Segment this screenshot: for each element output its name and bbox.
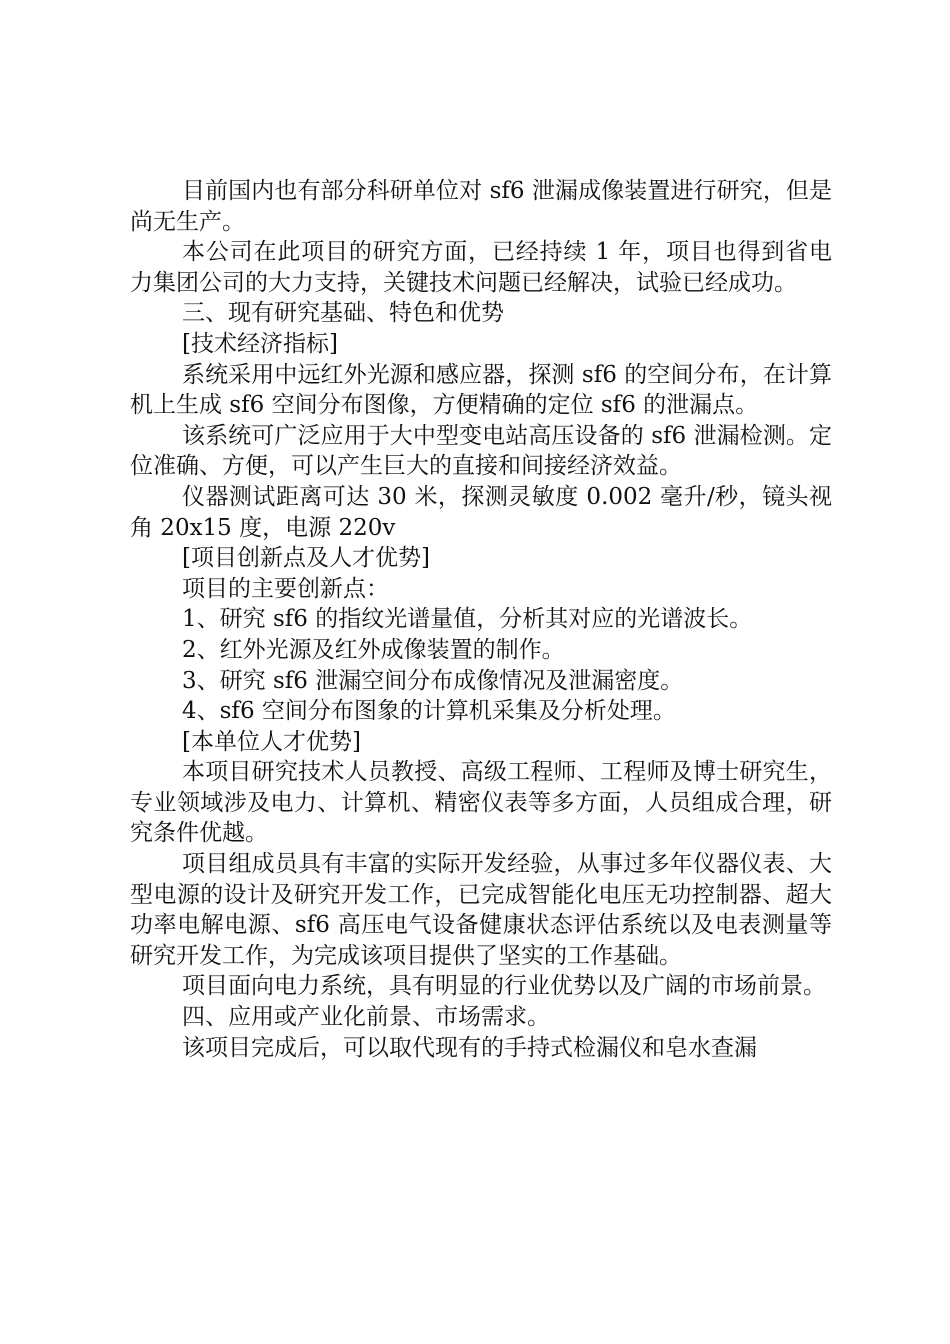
list-item-innovation-2: 2、红外光源及红外成像装置的制作。 [182, 636, 565, 663]
paragraph-system-description: 系统采用中远红外光源和感应器，探测 sf6 的空间分布，在计算机上生成 sf6 空间分布图像，方便精确的定位 sf6 的泄漏点。 [130, 361, 832, 419]
paragraph-innovation-intro: 项目的主要创新点： [182, 575, 389, 602]
section-heading-3: 三、现有研究基础、特色和优势 [182, 300, 504, 327]
list-item-innovation-4: 4、sf6 空间分布图象的计算机采集及分析处理。 [182, 698, 676, 725]
list-item-innovation-3: 3、研究 sf6 泄漏空间分布成像情况及泄漏密度。 [182, 667, 684, 694]
paragraph-team-experience: 项目组成员具有丰富的实际开发经验，从事过多年仪器仪表、大型电源的设计及研究开发工作，已完成智能化电压无功控制器、超大功率电解电源、sf6 高压电气设备健康状态评估系统以及电表测量等研究开发工作，为完成该项目提供了坚实的工作基础。 [130, 851, 832, 969]
paragraph-market-outlook: 项目面向电力系统，具有明显的行业优势以及广阔的市场前景。 [182, 973, 826, 1000]
paragraph-applications: 该系统可广泛应用于大中型变电站高压设备的 sf6 泄漏检测。定位准确、方便，可以产生巨大的直接和间接经济效益。 [130, 422, 832, 480]
paragraph-replacement: 该项目完成后，可以取代现有的手持式检漏仪和皂水查漏 [182, 1034, 757, 1061]
paragraph-company-progress: 本公司在此项目的研究方面，已经持续 1 年，项目也得到省电力集团公司的大力支持，关键技术问题已经解决，试验已经成功。 [130, 239, 832, 296]
paragraph-team-composition: 本项目研究技术人员教授、高级工程师、工程师及博士研究生，专业领域涉及电力、计算机、精密仪表等多方面，人员组成合理，研究条件优越。 [130, 759, 832, 847]
document-page [130, 176, 832, 1063]
paragraph-specifications: 仪器测试距离可达 30 米，探测灵敏度 0.002 毫升/秒，镜头视角 20x15 度，电源 220v [130, 483, 832, 541]
list-item-innovation-1: 1、研究 sf6 的指纹光谱量值，分析其对应的光谱波长。 [182, 606, 753, 633]
subheading-talent: [本单位人才优势] [182, 728, 361, 755]
section-heading-4: 四、应用或产业化前景、市场需求。 [182, 1004, 550, 1031]
subheading-innovation: [项目创新点及人才优势] [182, 545, 430, 572]
subheading-tech-indicators: [技术经济指标] [182, 330, 338, 357]
paragraph-domestic-research: 目前国内也有部分科研单位对 sf6 泄漏成像装置进行研究，但是尚无生产。 [130, 178, 832, 235]
